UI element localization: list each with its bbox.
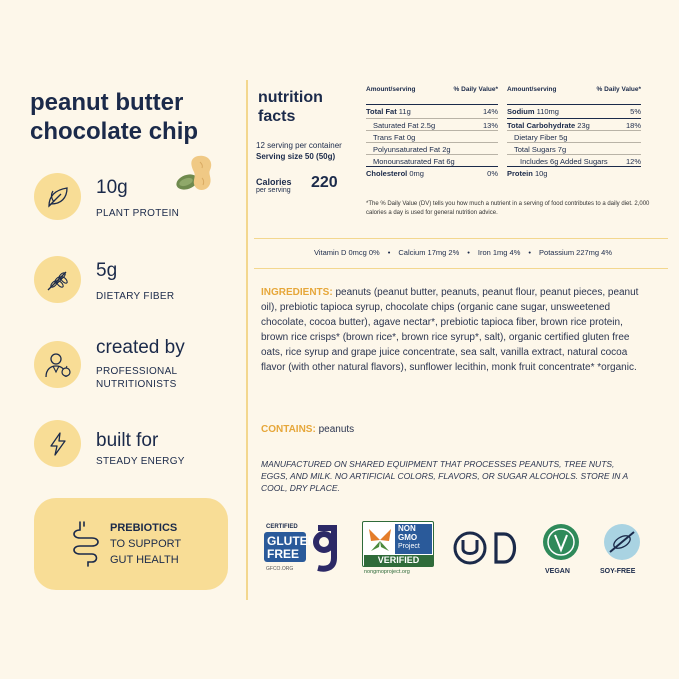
prebiotics-box [34, 498, 228, 590]
leaf-icon [45, 184, 71, 210]
left-table-daily-value: 13% [482, 121, 498, 130]
prebiotics-title: PREBIOTICS [110, 522, 178, 534]
left-table-nutrient-name: Trans Fat [373, 133, 405, 142]
nutrition-facts-title [258, 88, 323, 126]
servings-per-container: 12 serving per container [256, 141, 342, 150]
serving-size-label: Serving size [256, 152, 303, 161]
feature-fiber-circle [34, 256, 81, 303]
right-table-nutrient-amount: 7g [557, 145, 567, 154]
left-table-row [366, 118, 498, 130]
right-table-nutrient [514, 145, 566, 154]
nongmo-line2: GMO [398, 533, 418, 542]
contains-label: CONTAINS: [261, 424, 316, 435]
left-table-nutrient-name: Monounsaturated Fat [373, 157, 445, 166]
kosher-ud-icon [452, 530, 522, 566]
right-table-daily-value: 18% [625, 121, 641, 130]
prebiotics-line2: TO SUPPORT [110, 538, 182, 550]
right-table-row [507, 104, 641, 116]
feature-fiber-value: 5g [96, 260, 118, 281]
vegan-badge [541, 522, 581, 580]
feature-protein-circle [34, 173, 81, 220]
right-table-nutrient [507, 107, 559, 116]
calories-value: 220 [311, 174, 338, 191]
ingredients [261, 285, 641, 375]
nongmo-line3: Project [398, 543, 420, 550]
gluten-line2: FREE [267, 547, 300, 561]
feature-protein-value: 10g [96, 177, 128, 198]
vitamin-item: Iron 1mg 4% [477, 248, 521, 257]
left-table-nutrient [366, 169, 424, 178]
gluten-free-badge [264, 524, 348, 580]
right-header-dv: % Daily Value* [596, 86, 641, 93]
left-table-nutrient [373, 145, 451, 154]
left-table-nutrient-name: Saturated Fat [373, 121, 419, 130]
manufacturing-note: MANUFACTURED ON SHARED EQUIPMENT THAT PROCESSES PEANUTS, TREE NUTS, EGGS, AND MILK. NO ARTIFICIAL COLORS, FLAVORS, OR SUGAR ALCOHOLS. STORE IN A COOL, DRY PLACE. [261, 459, 628, 493]
soy-free-badge [600, 522, 648, 580]
left-table-nutrient-amount: 2g [442, 145, 451, 154]
vitamin-item: Potassium 227mg 4% [539, 248, 612, 257]
vertical-divider [246, 80, 248, 600]
gfco-g-icon [308, 524, 344, 574]
vitamin-item: Vitamin D 0mcg 0% [314, 248, 380, 257]
prebiotics-line3: GUT HEALTH [110, 554, 179, 566]
feature-nutritionists-value: created by [96, 337, 185, 358]
feature-nutritionists-label1: PROFESSIONAL [96, 366, 178, 377]
left-table-daily-value: 14% [482, 107, 498, 116]
left-table-row [366, 154, 498, 166]
nutrition-title-line2: facts [258, 108, 296, 125]
right-header-amount: Amount/serving [507, 86, 557, 93]
vitamin-separator: • [528, 248, 532, 257]
right-table-nutrient-name: Total Carbohydrate [507, 121, 576, 130]
left-table-nutrient-name: Polyunsaturated Fat [373, 145, 441, 154]
vegan-icon [541, 522, 581, 562]
right-table-nutrient-name: Sodium [507, 107, 535, 116]
left-table-nutrient [366, 107, 411, 116]
left-table-row [366, 130, 498, 142]
nongmo-url: nongmoproject.org [364, 569, 410, 575]
nongmo-line1: NON [398, 524, 416, 533]
right-table-nutrient [507, 121, 590, 130]
right-table-nutrient-amount: 23g [577, 121, 590, 130]
vitamins-bottom-line [254, 268, 668, 269]
butterfly-icon [365, 525, 395, 555]
feature-nutritionists-circle [34, 341, 81, 388]
left-header-dv: % Daily Value* [453, 86, 498, 93]
soy-free-icon [602, 522, 642, 562]
left-table-nutrient [373, 157, 455, 166]
left-panel [0, 0, 247, 679]
wheat-icon [44, 266, 72, 294]
right-table-daily-value: 5% [630, 107, 641, 116]
right-table-nutrient [520, 157, 608, 166]
product-title-line1: peanut butter [30, 89, 184, 116]
left-table-nutrient [373, 121, 435, 130]
left-table-nutrient-name: Cholesterol [366, 169, 408, 178]
feature-energy-value: built for [96, 430, 159, 451]
vitamin-item: Calcium 17mg 2% [398, 248, 460, 257]
left-table-nutrient-amount: 2.5g [420, 121, 436, 130]
serving-info [256, 140, 342, 162]
right-table-row [507, 130, 641, 142]
vitamins-row [258, 248, 668, 257]
left-table-row [366, 104, 498, 116]
contains-text: peanuts [315, 424, 355, 435]
left-table-row [366, 166, 498, 178]
non-gmo-badge [362, 521, 436, 579]
left-table-row [366, 142, 498, 154]
ingredients-text: peanuts (peanut butter, peanuts, peanut flour, peanut pieces, peanut oil), prebiotic tapioca syrup, chocolate chips (organic cane sugar, unsweetened chocolate, cocoa butter), agave nectar*, prebiotic tapioca fiber, brown rice protein, brown rice crisps* (brown rice*, brown rice syrup*, salt), organic certified gluten free oats, rice syrup and grape juice concentrate, sea salt, vanilla extract, natural cocoa flavor (with other natural flavors), sunflower lecithin, monk fruit concentrate* *organic. [261, 287, 639, 373]
feature-fiber-label: DIETARY FIBER [96, 291, 175, 302]
calories-sub: per serving [256, 187, 291, 194]
prebiotics-text [110, 520, 181, 568]
right-table-nutrient-amount: 5g [559, 133, 568, 142]
right-table-row [507, 142, 641, 154]
product-title-line2: chocolate chip [30, 118, 199, 145]
feature-protein-label: PLANT PROTEIN [96, 208, 180, 219]
contains [261, 424, 354, 435]
right-table-daily-value: 12% [625, 157, 641, 166]
feature-energy-label: STEADY ENERGY [96, 456, 185, 467]
gut-icon [68, 520, 104, 568]
peanut-icon [172, 150, 218, 196]
calories-label: Calories [256, 177, 292, 187]
gluten-org: GFCO.ORG [266, 566, 294, 572]
nutritionist-icon [43, 350, 73, 380]
right-table-nutrient-name: Total Sugars [514, 145, 556, 154]
vitamins-top-line [254, 238, 668, 239]
left-table-nutrient-amount: 0g [406, 133, 416, 142]
product-title [30, 88, 198, 146]
right-table-row [507, 118, 641, 130]
right-table-nutrient-amount: 10g [534, 169, 548, 178]
feature-nutritionists-label2: NUTRITIONISTS [96, 379, 177, 390]
ingredients-label: INGREDIENTS: [261, 287, 333, 298]
right-table-nutrient-name: Protein [507, 169, 533, 178]
lightning-icon [45, 431, 71, 457]
left-table-nutrient-name: Total Fat [366, 107, 397, 116]
left-table-daily-value: 0% [487, 169, 498, 178]
left-table-nutrient [373, 133, 415, 142]
nongmo-verified: VERIFIED [364, 555, 433, 566]
vitamin-separator: • [387, 248, 391, 257]
vegan-label: VEGAN [545, 568, 570, 575]
gluten-line1: GLUTEN [267, 534, 317, 548]
left-header-amount: Amount/serving [366, 86, 416, 93]
right-table-nutrient [507, 169, 547, 178]
right-table-nutrient-name: Dietary Fiber [514, 133, 557, 142]
nutrition-title-line1: nutrition [258, 89, 323, 106]
right-table-row [507, 154, 641, 166]
soy-free-label: SOY-FREE [600, 568, 636, 575]
right-table-row [507, 166, 641, 178]
right-table-nutrient-amount: 110mg [536, 107, 559, 116]
daily-value-footnote: *The % Daily Value (DV) tells you how much a nutrient in a serving of food contributes to a daily diet. 2,000 calories a day is used for general nutrition advice. [366, 201, 650, 216]
left-table-nutrient-amount: 6g [446, 157, 455, 166]
feature-energy-circle [34, 420, 81, 467]
serving-size [256, 151, 342, 162]
left-table-nutrient-amount: 0mg [409, 169, 424, 178]
left-table-nutrient-amount: 11g [398, 107, 411, 116]
gluten-certified: CERTIFIED [266, 524, 298, 530]
vitamin-separator: • [467, 248, 470, 257]
serving-size-value: 50 (50g) [304, 152, 336, 161]
right-table-nutrient-name: Includes 6g Added Sugars [520, 157, 608, 166]
right-table-nutrient [514, 133, 567, 142]
